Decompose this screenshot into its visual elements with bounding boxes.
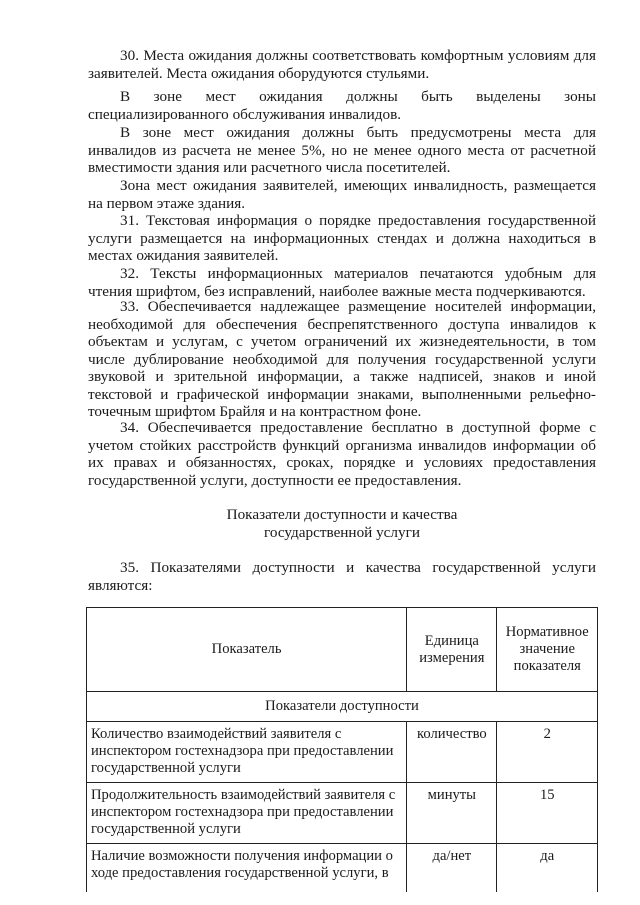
row-value: 15 bbox=[497, 783, 598, 844]
section-accessibility: Показатели доступности bbox=[87, 692, 598, 722]
paragraph-30-zones: В зоне мест ожидания должны быть выделены зоны специализированного обслуживания инвалидов. bbox=[88, 88, 596, 123]
paragraph-35: 35. Показателями доступности и качества государственной услуги являются: bbox=[88, 559, 596, 594]
paragraph-32: 32. Тексты информационных материалов печатаются удобным для чтения шрифтом, без исправлений, наиболее важные места подчеркиваются. bbox=[88, 265, 596, 300]
paragraph-30-floor: Зона мест ожидания заявителей, имеющих инвалидность, размещается на первом этаже здания. bbox=[88, 177, 596, 212]
paragraph-31: 31. Текстовая информация о порядке предоставления государственной услуги размещается на информационных стендах и должна находиться в местах ожидания заявителей. bbox=[88, 212, 596, 264]
row-value: да bbox=[497, 844, 598, 893]
row-unit: количество bbox=[407, 722, 497, 783]
row-indicator: Продолжительность взаимодействий заявителя с инспектором гостехнадзора при предоставлении государственной услуги bbox=[87, 783, 407, 844]
table-row bbox=[87, 783, 598, 844]
row-value: 2 bbox=[497, 722, 598, 783]
indicators-table bbox=[86, 607, 598, 892]
row-indicator: Количество взаимодействий заявителя с инспектором гостехнадзора при предоставлении государственной услуги bbox=[87, 722, 407, 783]
section-heading-line1: Показатели доступности и качества bbox=[226, 506, 458, 523]
table-row bbox=[87, 722, 598, 783]
paragraph-33: 33. Обеспечивается надлежащее размещение носителей информации, необходимой для обеспечения беспрепятственного доступа инвалидов к объектам и услугам, с учетом ограничений их жизнедеятельности, в том числе дублирование необходимой для получения государственной услуги звуковой и зрительной информации, а также надписей, знаков и иной текстовой и графической информации знаками, выполненными рельефно-точечным шрифтом Брайля и на контрастном фоне. bbox=[88, 298, 596, 420]
paragraph-30: 30. Места ожидания должны соответствовать комфортным условиям для заявителей. Места ожидания оборудуются стульями. bbox=[88, 47, 596, 82]
row-unit: минуты bbox=[407, 783, 497, 844]
header-unit: Единица измерения bbox=[407, 608, 497, 692]
section-heading-line2: государственной услуги bbox=[264, 524, 420, 541]
row-indicator: Наличие возможности получения информации о ходе предоставления государственной услуги, в bbox=[87, 844, 407, 893]
table-section-row bbox=[87, 692, 598, 722]
table-header-row bbox=[87, 608, 598, 692]
paragraph-34: 34. Обеспечивается предоставление бесплатно в доступной форме с учетом стойких расстройств функций организма инвалидов информации об их правах и обязанностях, сроках, порядке и условиях предоставления государственной услуги, доступности ее предоставления. bbox=[88, 419, 596, 489]
row-unit: да/нет bbox=[407, 844, 497, 893]
header-norm: Нормативное значение показателя bbox=[497, 608, 598, 692]
paragraph-30-seats: В зоне мест ожидания должны быть предусмотрены места для инвалидов из расчета не менее 5%, но не менее одного места от расчетной вместимости здания или расчетного числа посетителей. bbox=[88, 124, 596, 176]
table-row bbox=[87, 844, 598, 893]
header-indicator: Показатель bbox=[87, 608, 407, 692]
